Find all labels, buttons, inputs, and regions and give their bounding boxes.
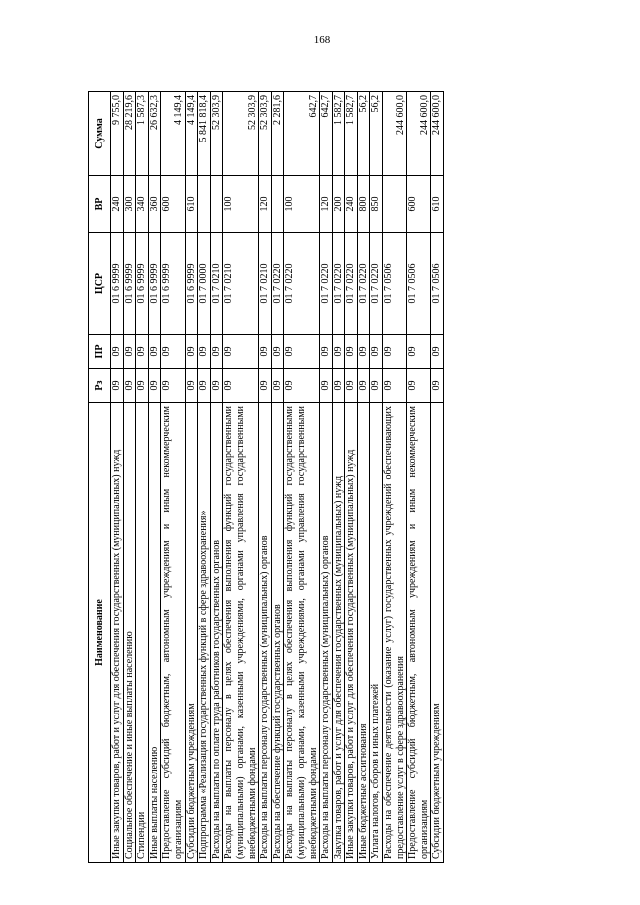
cell-name: Субсидии бюджетным учреждениям — [431, 403, 444, 863]
table-row — [210, 92, 223, 863]
cell-pr: 09 — [223, 335, 259, 369]
cell-vr: 240 — [345, 176, 358, 233]
cell-vr: 600 — [161, 176, 185, 233]
cell-csr: 01 6 9999 — [148, 233, 161, 335]
cell-name: Уплата налогов, сборов и иных платежей — [370, 403, 383, 863]
cell-pr: 09 — [320, 335, 333, 369]
cell-csr: 01 7 0506 — [383, 233, 407, 335]
cell-rz: 09 — [284, 369, 320, 403]
cell-vr: 100 — [223, 176, 259, 233]
cell-sum: 4 149,4 — [185, 92, 198, 176]
cell-sum: 28 219,6 — [123, 92, 136, 176]
cell-rz: 09 — [332, 369, 345, 403]
cell-name: Закупка товаров, работ и услуг для обеспечения государственных (муниципальных) нужд — [332, 403, 345, 863]
cell-csr: 01 7 0220 — [345, 233, 358, 335]
cell-rz: 09 — [431, 369, 444, 403]
cell-csr: 01 7 0210 — [259, 233, 272, 335]
cell-vr — [210, 176, 223, 233]
cell-name: Расходы на выплаты персоналу государственных (муниципальных) органов — [320, 403, 333, 863]
cell-name: Расходы на обеспечение деятельности (оказание услуг) государственных учреждений обеспечивающих предоставление услуг в сфере здравоохранения — [383, 403, 407, 863]
cell-csr: 01 7 0220 — [332, 233, 345, 335]
cell-vr: 800 — [357, 176, 370, 233]
cell-vr: 120 — [259, 176, 272, 233]
cell-rz: 09 — [271, 369, 284, 403]
cell-pr: 09 — [271, 335, 284, 369]
cell-rz: 09 — [198, 369, 211, 403]
cell-rz: 09 — [357, 369, 370, 403]
cell-sum: 1 582,7 — [332, 92, 345, 176]
cell-rz: 09 — [111, 369, 124, 403]
cell-sum: 1 582,7 — [345, 92, 358, 176]
cell-sum: 642,7 — [284, 92, 320, 176]
cell-name: Стипендии — [136, 403, 149, 863]
header-vr: ВР — [89, 176, 111, 233]
cell-name: Субсидии бюджетным учреждениям — [185, 403, 198, 863]
cell-sum: 9 755,0 — [111, 92, 124, 176]
cell-name: Расходы на выплаты персоналу в целях обеспечения выполнения функций государственными (муниципальными) органами, казенными учреждениями, органами управления государственными внебюджетными фондами — [284, 403, 320, 863]
cell-sum: 244 600,0 — [383, 92, 407, 176]
cell-rz: 09 — [259, 369, 272, 403]
cell-csr: 01 7 0220 — [357, 233, 370, 335]
cell-sum: 52 303,9 — [223, 92, 259, 176]
header-name: Наименование — [89, 403, 111, 863]
cell-pr: 09 — [198, 335, 211, 369]
cell-vr: 360 — [148, 176, 161, 233]
cell-name: Иные бюджетные ассигнования — [357, 403, 370, 863]
table-row — [370, 92, 383, 863]
cell-csr: 01 7 0506 — [431, 233, 444, 335]
cell-vr — [383, 176, 407, 233]
cell-sum: 4 149,4 — [161, 92, 185, 176]
cell-vr: 240 — [111, 176, 124, 233]
cell-rz: 09 — [185, 369, 198, 403]
table-row — [198, 92, 211, 863]
cell-sum: 642,7 — [320, 92, 333, 176]
cell-pr: 09 — [148, 335, 161, 369]
table-row — [383, 92, 407, 863]
cell-rz: 09 — [407, 369, 431, 403]
cell-name: Иные выплаты населению — [148, 403, 161, 863]
cell-csr: 01 6 9999 — [136, 233, 149, 335]
header-rz: Рз — [89, 369, 111, 403]
cell-sum: 2 281,6 — [271, 92, 284, 176]
cell-vr: 300 — [123, 176, 136, 233]
table-row — [271, 92, 284, 863]
cell-name: Иные закупки товаров, работ и услуг для обеспечения государственных (муниципальных) нужд — [111, 403, 124, 863]
cell-pr: 09 — [259, 335, 272, 369]
table-row — [123, 92, 136, 863]
table-row — [161, 92, 185, 863]
cell-sum: 26 632,3 — [148, 92, 161, 176]
cell-csr: 01 7 0506 — [407, 233, 431, 335]
cell-pr: 09 — [357, 335, 370, 369]
cell-name: Расходы на выплаты персоналу в целях обеспечения выполнения функций государственными (муниципальными) органами, казенными учреждениями, органами управления государственными внебюджетными фондами — [223, 403, 259, 863]
cell-csr: 01 7 0210 — [223, 233, 259, 335]
table-row — [148, 92, 161, 863]
header-csr: ЦСР — [89, 233, 111, 335]
table-row — [185, 92, 198, 863]
cell-csr: 01 7 0220 — [370, 233, 383, 335]
table-row — [136, 92, 149, 863]
cell-rz: 09 — [320, 369, 333, 403]
cell-rz: 09 — [370, 369, 383, 403]
cell-name: Социальное обеспечение и иные выплаты населению — [123, 403, 136, 863]
cell-pr: 09 — [136, 335, 149, 369]
cell-pr: 09 — [345, 335, 358, 369]
cell-pr: 09 — [111, 335, 124, 369]
table-row — [259, 92, 272, 863]
cell-rz: 09 — [123, 369, 136, 403]
cell-csr: 01 7 0220 — [284, 233, 320, 335]
cell-sum: 244 600,0 — [431, 92, 444, 176]
cell-pr: 09 — [383, 335, 407, 369]
table-row — [223, 92, 259, 863]
cell-pr: 09 — [332, 335, 345, 369]
cell-sum: 52 303,9 — [259, 92, 272, 176]
cell-pr: 09 — [185, 335, 198, 369]
cell-pr: 09 — [284, 335, 320, 369]
cell-vr: 610 — [185, 176, 198, 233]
cell-sum: 52 303,9 — [210, 92, 223, 176]
header-pr: ПР — [89, 335, 111, 369]
page-number: 168 — [313, 34, 331, 46]
cell-rz: 09 — [136, 369, 149, 403]
cell-rz: 09 — [223, 369, 259, 403]
table-row — [332, 92, 345, 863]
table-row — [345, 92, 358, 863]
cell-rz: 09 — [161, 369, 185, 403]
cell-vr — [271, 176, 284, 233]
cell-vr: 200 — [332, 176, 345, 233]
cell-csr: 01 7 0000 — [198, 233, 211, 335]
cell-csr: 01 6 9999 — [123, 233, 136, 335]
cell-pr: 09 — [407, 335, 431, 369]
cell-name: Расходы на обеспечение функций государственных органов — [271, 403, 284, 863]
table-row — [111, 92, 124, 863]
cell-pr: 09 — [161, 335, 185, 369]
cell-sum: 5 841 818,4 — [198, 92, 211, 176]
cell-vr: 610 — [431, 176, 444, 233]
cell-vr: 600 — [407, 176, 431, 233]
cell-rz: 09 — [383, 369, 407, 403]
cell-csr: 01 6 9999 — [161, 233, 185, 335]
table-row — [357, 92, 370, 863]
cell-name: Расходы на выплаты персоналу государственных (муниципальных) органов — [259, 403, 272, 863]
cell-pr: 09 — [210, 335, 223, 369]
budget-table-rotated — [88, 92, 567, 863]
cell-sum: 56,2 — [370, 92, 383, 176]
table-row — [407, 92, 431, 863]
cell-csr: 01 6 9999 — [185, 233, 198, 335]
cell-pr: 09 — [123, 335, 136, 369]
cell-vr — [198, 176, 211, 233]
cell-sum: 244 600,0 — [407, 92, 431, 176]
cell-csr: 01 7 0220 — [320, 233, 333, 335]
cell-name: Предоставление субсидий бюджетным, автономным учреждениям и иным некоммерческим организациям — [161, 403, 185, 863]
table-header-row — [89, 92, 111, 863]
cell-name: Расходы на выплаты по оплате труда работников государственных органов — [210, 403, 223, 863]
header-sum: Сумма — [89, 92, 111, 176]
cell-rz: 09 — [345, 369, 358, 403]
table-row — [284, 92, 320, 863]
cell-sum: 1 587,3 — [136, 92, 149, 176]
cell-pr: 09 — [370, 335, 383, 369]
cell-vr: 100 — [284, 176, 320, 233]
cell-sum: 56,2 — [357, 92, 370, 176]
table-row — [431, 92, 444, 863]
cell-vr: 120 — [320, 176, 333, 233]
cell-name: Иные закупки товаров, работ и услуг для обеспечения государственных (муниципальных) нужд — [345, 403, 358, 863]
table-body — [111, 92, 444, 863]
cell-name: Подпрограмма «Реализация государственных функций в сфере здравоохранения» — [198, 403, 211, 863]
budget-table — [88, 91, 444, 863]
cell-rz: 09 — [210, 369, 223, 403]
cell-name: Предоставление субсидий бюджетным, автономным учреждениям и иным некоммерческим организациям — [407, 403, 431, 863]
cell-csr: 01 7 0220 — [271, 233, 284, 335]
cell-rz: 09 — [148, 369, 161, 403]
cell-vr: 850 — [370, 176, 383, 233]
cell-vr: 340 — [136, 176, 149, 233]
table-row — [320, 92, 333, 863]
cell-csr: 01 7 0210 — [210, 233, 223, 335]
cell-pr: 09 — [431, 335, 444, 369]
cell-csr: 01 6 9999 — [111, 233, 124, 335]
